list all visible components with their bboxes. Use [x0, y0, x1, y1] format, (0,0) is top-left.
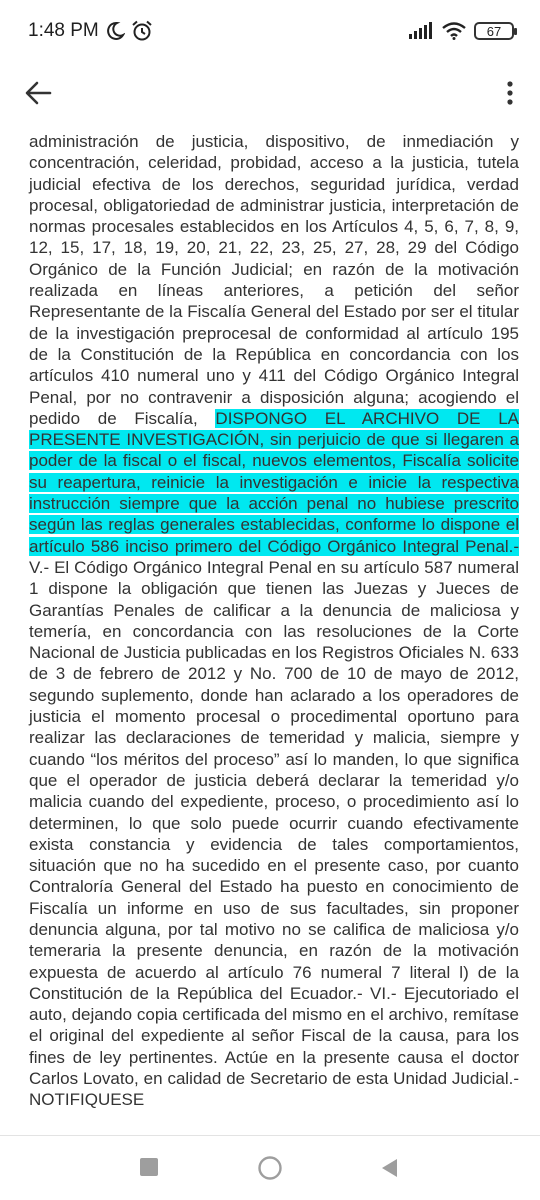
moon-icon	[105, 21, 125, 41]
status-time: 1:48 PM	[28, 20, 99, 41]
highlighted-text[interactable]: DISPONGO EL ARCHIVO DE LA PRESENTE INVESTIGACIÓN, sin perjuicio de que si llegaren a poder de la fiscal o el fiscal, nuevos elementos, Fiscalía solicite su reapertura, reinicie la investigación e inicie la respectiva instrucción siempre que la acción penal no hubiese prescrito según las reglas generales establecidas, conforme lo dispone el artículo 586 inciso primero del Código Orgánico Integral Penal.-	[29, 408, 520, 556]
home-icon[interactable]	[257, 1155, 283, 1181]
status-left	[28, 20, 153, 42]
navigation-bar	[0, 1136, 540, 1200]
toolbar	[0, 64, 540, 122]
status-bar	[0, 0, 540, 62]
document-text	[29, 131, 519, 1111]
text-after-highlight: V.- El Código Orgánico Integral Penal en su artículo 587 numeral 1 dispone la obligación que tienen las Juezas y Jueces de Garantías Penales de calificar a la denuncia de maliciosa y temería, en concordancia con las resoluciones de la Corte Nacional de Justicia publicadas en los Registros Oficiales N. 633 de 3 de febrero de 2012 y No. 700 de 10 de mayo de 2012, segundo suplemento, donde han aclarado a los operadores de justicia el momento procesal o procedimental oportuno para realizar las declaraciones de temeridad y malicia, siempre y cuando “los méritos del proceso” así lo manden, lo que significa que el operador de justicia deberá declarar la temeridad y/o malicia cuando del expediente, proceso, o procedimiento así lo determinen, lo que solo puede ocurrir cuando efectivamente exista constancia y evidencia de tales comportamientos, situación que no ha sucedido en el presente caso, por cuanto Contraloría General del Estado ha puesto en conocimiento de Fiscalía un informe en uso de sus facultades, sin proponer denuncia alguna, por tal motivo no se califica de maliciosa y/o temeraria la presente denuncia, en razón de la motivación expuesta de acuerdo al artículo 76 numeral 7 literal l) de la Constitución de la República del Ecuador.- VI.- Ejecutoriado el auto, dejando copia certificada del mismo en el archivo, remítase el original del expediente al señor Fiscal de la causa, para los fines de ley pertinentes. Actúe en la presente causa el doctor Carlos Lovato, en calidad de Secretario de esta Unidad Judicial.- NOTIFIQUESE	[29, 557, 519, 1110]
battery-level: 67	[486, 23, 502, 39]
recent-apps-icon[interactable]	[140, 1158, 158, 1176]
back-button[interactable]	[22, 78, 56, 108]
signal-icon	[408, 22, 434, 40]
status-right	[408, 22, 514, 40]
text-before-highlight: administración de justicia, dispositivo, de inmediación y concentración, celeridad, probidad, acceso a la justicia, tutela judicial efectiva de los derechos, seguridad jurídica, verdad procesal, obligatoriedad de administrar justicia, interpretación de normas procesales establecidos en los Artículos 4, 5, 6, 7, 8, 9, 12, 15, 17, 18, 19, 20, 21, 22, 23, 25, 27, 28, 29 del Código Orgánico de la Función Judicial; en razón de la motivación realizada en líneas anteriores, a petición del señor Representante de la Fiscalía General del Estado por ser el titular de la investigación preprocesal de conformidad al artículo 195 de la Constitución de la República en concordancia con los artículos 410 numeral uno y 411 del Código Orgánico Integral Penal, por no contravenir a disposición alguna; acogiendo el pedido de Fiscalía,	[29, 132, 519, 428]
back-triangle-icon[interactable]	[378, 1157, 400, 1179]
more-options-button[interactable]	[500, 78, 520, 108]
more-vertical-icon	[500, 78, 520, 108]
wifi-icon	[442, 22, 466, 40]
arrow-left-icon	[22, 78, 56, 108]
battery-indicator	[474, 22, 514, 40]
document-paragraph	[29, 131, 519, 1111]
alarm-icon	[131, 20, 153, 42]
